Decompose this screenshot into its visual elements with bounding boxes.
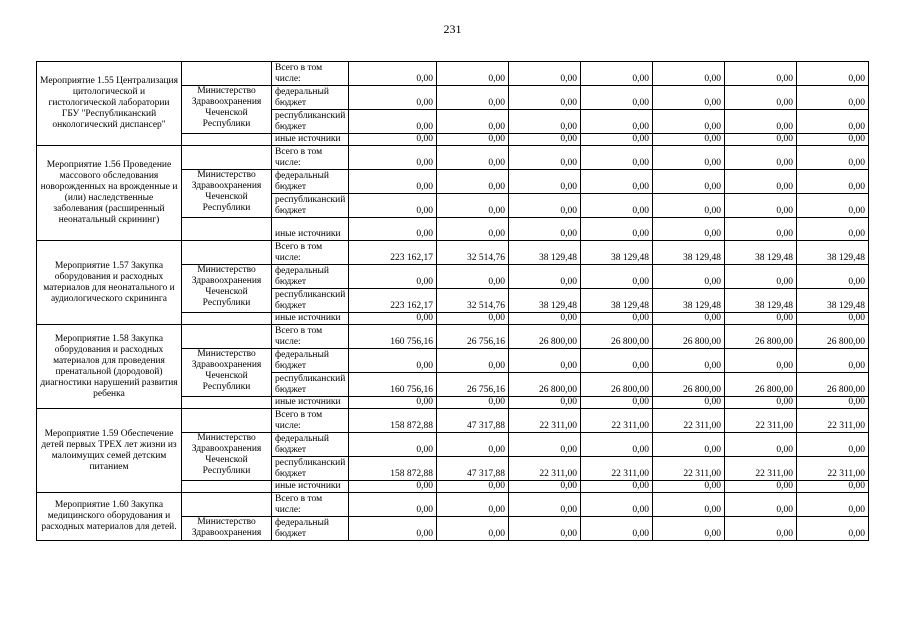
organization-cell-empty bbox=[182, 134, 272, 146]
funding-source: республиканский бюджет bbox=[272, 373, 349, 397]
amount-year: 47 317,88 bbox=[437, 409, 509, 433]
amount-year: 0,00 bbox=[797, 146, 869, 170]
amount-year: 47 317,88 bbox=[437, 457, 509, 481]
organization-cell-empty bbox=[182, 325, 272, 349]
amount-year: 0,00 bbox=[437, 170, 509, 194]
measure-title: Мероприятие 1.58 Закупка оборудования и расходных материалов для проведения пренатальной (дородовой) диагностики нарушений развития ребенка bbox=[37, 325, 182, 409]
table-row bbox=[37, 409, 869, 433]
amount-year: 0,00 bbox=[725, 433, 797, 457]
amount-year: 0,00 bbox=[437, 481, 509, 493]
amount-year: 0,00 bbox=[581, 134, 653, 146]
amount-year: 0,00 bbox=[437, 110, 509, 134]
amount-year: 22 311,00 bbox=[653, 457, 725, 481]
amount-year: 0,00 bbox=[581, 265, 653, 289]
amount-total: 0,00 bbox=[349, 194, 437, 218]
amount-year: 0,00 bbox=[797, 170, 869, 194]
funding-source: республиканский бюджет bbox=[272, 194, 349, 218]
amount-year: 0,00 bbox=[437, 62, 509, 86]
amount-year: 26 800,00 bbox=[581, 373, 653, 397]
organization-name: Министерство Здравоохранения Чеченской Республики bbox=[182, 349, 272, 397]
amount-year: 0,00 bbox=[581, 146, 653, 170]
amount-year: 0,00 bbox=[653, 218, 725, 241]
amount-year: 22 311,00 bbox=[581, 457, 653, 481]
measure-title: Мероприятие 1.55 Централизация цитологической и гистологической лаборатории ГБУ "Республиканский онкологический диспансер" bbox=[37, 62, 182, 146]
amount-year: 0,00 bbox=[509, 194, 581, 218]
amount-year: 0,00 bbox=[509, 313, 581, 325]
amount-year: 0,00 bbox=[725, 62, 797, 86]
amount-year: 0,00 bbox=[797, 218, 869, 241]
amount-year: 0,00 bbox=[509, 86, 581, 110]
amount-year: 22 311,00 bbox=[797, 457, 869, 481]
funding-source: Всего в том числе: bbox=[272, 146, 349, 170]
amount-year: 0,00 bbox=[437, 218, 509, 241]
amount-year: 0,00 bbox=[653, 265, 725, 289]
amount-year: 0,00 bbox=[581, 397, 653, 409]
amount-year: 0,00 bbox=[509, 218, 581, 241]
amount-year: 0,00 bbox=[437, 349, 509, 373]
amount-year: 0,00 bbox=[725, 349, 797, 373]
amount-total: 0,00 bbox=[349, 313, 437, 325]
funding-source: федеральный бюджет bbox=[272, 170, 349, 194]
amount-year: 0,00 bbox=[797, 110, 869, 134]
amount-year: 0,00 bbox=[797, 397, 869, 409]
amount-year: 0,00 bbox=[581, 194, 653, 218]
measure-title: Мероприятие 1.60 Закупка медицинского оборудования и расходных материалов для детей. bbox=[37, 493, 182, 541]
amount-year: 0,00 bbox=[653, 62, 725, 86]
amount-year: 0,00 bbox=[797, 433, 869, 457]
amount-year: 0,00 bbox=[437, 397, 509, 409]
amount-year: 0,00 bbox=[653, 433, 725, 457]
amount-total: 0,00 bbox=[349, 265, 437, 289]
amount-year: 0,00 bbox=[653, 86, 725, 110]
amount-year: 0,00 bbox=[653, 349, 725, 373]
amount-total: 0,00 bbox=[349, 517, 437, 541]
amount-total: 0,00 bbox=[349, 433, 437, 457]
amount-year: 22 311,00 bbox=[725, 457, 797, 481]
amount-year: 0,00 bbox=[509, 62, 581, 86]
amount-year: 0,00 bbox=[437, 313, 509, 325]
amount-year: 0,00 bbox=[725, 481, 797, 493]
funding-source: иные источники bbox=[272, 397, 349, 409]
amount-year: 22 311,00 bbox=[653, 409, 725, 433]
organization-cell-empty bbox=[182, 218, 272, 241]
amount-year: 32 514,76 bbox=[437, 241, 509, 265]
amount-year: 0,00 bbox=[437, 265, 509, 289]
measure-title: Мероприятие 1.59 Обеспечение детей первых ТРЕХ лет жизни из малоимущих семей детским питанием bbox=[37, 409, 182, 493]
amount-year: 0,00 bbox=[725, 493, 797, 517]
amount-year: 0,00 bbox=[509, 517, 581, 541]
amount-year: 0,00 bbox=[581, 433, 653, 457]
amount-year: 0,00 bbox=[437, 194, 509, 218]
organization-name: Министерство Здравоохранения Чеченской Республики bbox=[182, 265, 272, 313]
amount-year: 0,00 bbox=[725, 86, 797, 110]
amount-year: 38 129,48 bbox=[509, 289, 581, 313]
amount-year: 38 129,48 bbox=[797, 241, 869, 265]
amount-year: 0,00 bbox=[797, 62, 869, 86]
amount-year: 0,00 bbox=[653, 146, 725, 170]
amount-year: 32 514,76 bbox=[437, 289, 509, 313]
organization-cell-empty bbox=[182, 409, 272, 433]
amount-year: 0,00 bbox=[509, 493, 581, 517]
organization-cell-empty bbox=[182, 241, 272, 265]
amount-total: 0,00 bbox=[349, 86, 437, 110]
amount-year: 22 311,00 bbox=[581, 409, 653, 433]
funding-source: Всего в том числе: bbox=[272, 409, 349, 433]
funding-source: федеральный бюджет bbox=[272, 349, 349, 373]
amount-total: 0,00 bbox=[349, 62, 437, 86]
funding-source: федеральный бюджет bbox=[272, 433, 349, 457]
funding-source: Всего в том числе: bbox=[272, 493, 349, 517]
amount-year: 0,00 bbox=[437, 493, 509, 517]
amount-year: 0,00 bbox=[725, 146, 797, 170]
funding-source: Всего в том числе: bbox=[272, 241, 349, 265]
amount-year: 0,00 bbox=[653, 134, 725, 146]
amount-year: 0,00 bbox=[725, 170, 797, 194]
amount-total: 0,00 bbox=[349, 349, 437, 373]
amount-year: 38 129,48 bbox=[725, 289, 797, 313]
amount-year: 0,00 bbox=[581, 110, 653, 134]
organization-cell-empty bbox=[182, 397, 272, 409]
page-number: 231 bbox=[443, 22, 462, 36]
amount-year: 38 129,48 bbox=[797, 289, 869, 313]
amount-year: 0,00 bbox=[437, 517, 509, 541]
table-body bbox=[37, 62, 869, 541]
table-row bbox=[37, 62, 869, 86]
funding-source: республиканский бюджет bbox=[272, 110, 349, 134]
amount-year: 0,00 bbox=[797, 134, 869, 146]
amount-year: 26 756,16 bbox=[437, 373, 509, 397]
amount-year: 26 800,00 bbox=[797, 325, 869, 349]
amount-year: 0,00 bbox=[725, 265, 797, 289]
amount-total: 160 756,16 bbox=[349, 373, 437, 397]
amount-year: 0,00 bbox=[725, 517, 797, 541]
amount-year: 0,00 bbox=[725, 110, 797, 134]
amount-year: 0,00 bbox=[509, 481, 581, 493]
amount-year: 0,00 bbox=[653, 313, 725, 325]
amount-year: 22 311,00 bbox=[725, 409, 797, 433]
funding-source: федеральный бюджет bbox=[272, 86, 349, 110]
amount-year: 0,00 bbox=[581, 349, 653, 373]
funding-source: республиканский бюджет bbox=[272, 457, 349, 481]
amount-year: 0,00 bbox=[509, 265, 581, 289]
amount-total: 0,00 bbox=[349, 110, 437, 134]
amount-year: 26 800,00 bbox=[653, 325, 725, 349]
amount-year: 0,00 bbox=[509, 433, 581, 457]
amount-year: 22 311,00 bbox=[509, 457, 581, 481]
amount-year: 38 129,48 bbox=[653, 289, 725, 313]
amount-year: 26 800,00 bbox=[581, 325, 653, 349]
table-row bbox=[37, 325, 869, 349]
amount-year: 0,00 bbox=[509, 397, 581, 409]
amount-year: 0,00 bbox=[653, 170, 725, 194]
amount-year: 38 129,48 bbox=[725, 241, 797, 265]
organization-name: Министерство Здравоохранения Чеченской Республики bbox=[182, 170, 272, 218]
amount-year: 0,00 bbox=[581, 218, 653, 241]
amount-year: 0,00 bbox=[581, 517, 653, 541]
measure-title: Мероприятие 1.57 Закупка оборудования и расходных материалов для неонатального и аудиологического скрининга bbox=[37, 241, 182, 325]
amount-total: 0,00 bbox=[349, 397, 437, 409]
amount-year: 0,00 bbox=[797, 493, 869, 517]
amount-year: 0,00 bbox=[797, 86, 869, 110]
amount-year: 26 800,00 bbox=[797, 373, 869, 397]
amount-total: 0,00 bbox=[349, 493, 437, 517]
amount-year: 0,00 bbox=[509, 349, 581, 373]
amount-year: 26 756,16 bbox=[437, 325, 509, 349]
amount-year: 0,00 bbox=[653, 397, 725, 409]
amount-year: 0,00 bbox=[725, 134, 797, 146]
amount-year: 0,00 bbox=[797, 265, 869, 289]
amount-total: 160 756,16 bbox=[349, 325, 437, 349]
organization-name: Министерство Здравоохранения Чеченской Республики bbox=[182, 433, 272, 481]
amount-year: 38 129,48 bbox=[509, 241, 581, 265]
amount-year: 0,00 bbox=[581, 313, 653, 325]
funding-source: иные источники bbox=[272, 134, 349, 146]
amount-total: 223 162,17 bbox=[349, 241, 437, 265]
funding-source: иные источники bbox=[272, 218, 349, 241]
funding-table bbox=[36, 61, 869, 541]
table-row bbox=[37, 493, 869, 517]
funding-source: республиканский бюджет bbox=[272, 289, 349, 313]
organization-cell-empty bbox=[182, 62, 272, 86]
amount-year: 0,00 bbox=[653, 517, 725, 541]
amount-year: 26 800,00 bbox=[725, 373, 797, 397]
table-row bbox=[37, 241, 869, 265]
amount-year: 0,00 bbox=[581, 481, 653, 493]
amount-year: 26 800,00 bbox=[509, 325, 581, 349]
amount-year: 0,00 bbox=[725, 194, 797, 218]
amount-total: 158 872,88 bbox=[349, 457, 437, 481]
amount-year: 0,00 bbox=[725, 218, 797, 241]
funding-source: федеральный бюджет bbox=[272, 265, 349, 289]
amount-year: 0,00 bbox=[653, 194, 725, 218]
amount-total: 0,00 bbox=[349, 170, 437, 194]
amount-year: 22 311,00 bbox=[797, 409, 869, 433]
amount-year: 0,00 bbox=[797, 313, 869, 325]
amount-year: 0,00 bbox=[653, 493, 725, 517]
amount-year: 0,00 bbox=[437, 86, 509, 110]
funding-source: федеральный бюджет bbox=[272, 517, 349, 541]
measure-title: Мероприятие 1.56 Проведение массового обследования новорожденных на врожденные и (или) наследственные заболевания (расширенный неонатальный скрининг) bbox=[37, 146, 182, 241]
amount-total: 0,00 bbox=[349, 481, 437, 493]
amount-year: 26 800,00 bbox=[653, 373, 725, 397]
amount-year: 0,00 bbox=[653, 110, 725, 134]
organization-name: Министерство Здравоохранения Чеченской Республики bbox=[182, 86, 272, 134]
amount-year: 0,00 bbox=[797, 517, 869, 541]
table-row bbox=[37, 146, 869, 170]
funding-source: иные источники bbox=[272, 481, 349, 493]
amount-year: 38 129,48 bbox=[581, 241, 653, 265]
organization-name: Министерство Здравоохранения bbox=[182, 517, 272, 541]
amount-year: 0,00 bbox=[797, 349, 869, 373]
amount-year: 0,00 bbox=[509, 134, 581, 146]
amount-year: 0,00 bbox=[797, 194, 869, 218]
funding-source: иные источники bbox=[272, 313, 349, 325]
amount-year: 0,00 bbox=[581, 493, 653, 517]
amount-year: 0,00 bbox=[581, 170, 653, 194]
amount-total: 158 872,88 bbox=[349, 409, 437, 433]
amount-year: 26 800,00 bbox=[509, 373, 581, 397]
amount-year: 26 800,00 bbox=[725, 325, 797, 349]
amount-year: 0,00 bbox=[509, 110, 581, 134]
amount-total: 0,00 bbox=[349, 146, 437, 170]
funding-source: Всего в том числе: bbox=[272, 62, 349, 86]
organization-cell-empty bbox=[182, 313, 272, 325]
amount-year: 38 129,48 bbox=[581, 289, 653, 313]
amount-year: 0,00 bbox=[581, 62, 653, 86]
amount-year: 0,00 bbox=[437, 146, 509, 170]
amount-year: 0,00 bbox=[581, 86, 653, 110]
amount-year: 0,00 bbox=[725, 397, 797, 409]
amount-year: 0,00 bbox=[509, 170, 581, 194]
amount-total: 0,00 bbox=[349, 134, 437, 146]
amount-year: 0,00 bbox=[437, 433, 509, 457]
funding-source: Всего в том числе: bbox=[272, 325, 349, 349]
amount-year: 22 311,00 bbox=[509, 409, 581, 433]
amount-year: 0,00 bbox=[797, 481, 869, 493]
amount-year: 0,00 bbox=[509, 146, 581, 170]
organization-cell-empty bbox=[182, 146, 272, 170]
amount-year: 0,00 bbox=[653, 481, 725, 493]
organization-cell-empty bbox=[182, 481, 272, 493]
amount-total: 223 162,17 bbox=[349, 289, 437, 313]
amount-year: 38 129,48 bbox=[653, 241, 725, 265]
amount-year: 0,00 bbox=[725, 313, 797, 325]
amount-year: 0,00 bbox=[437, 134, 509, 146]
organization-cell-empty bbox=[182, 493, 272, 517]
amount-total: 0,00 bbox=[349, 218, 437, 241]
